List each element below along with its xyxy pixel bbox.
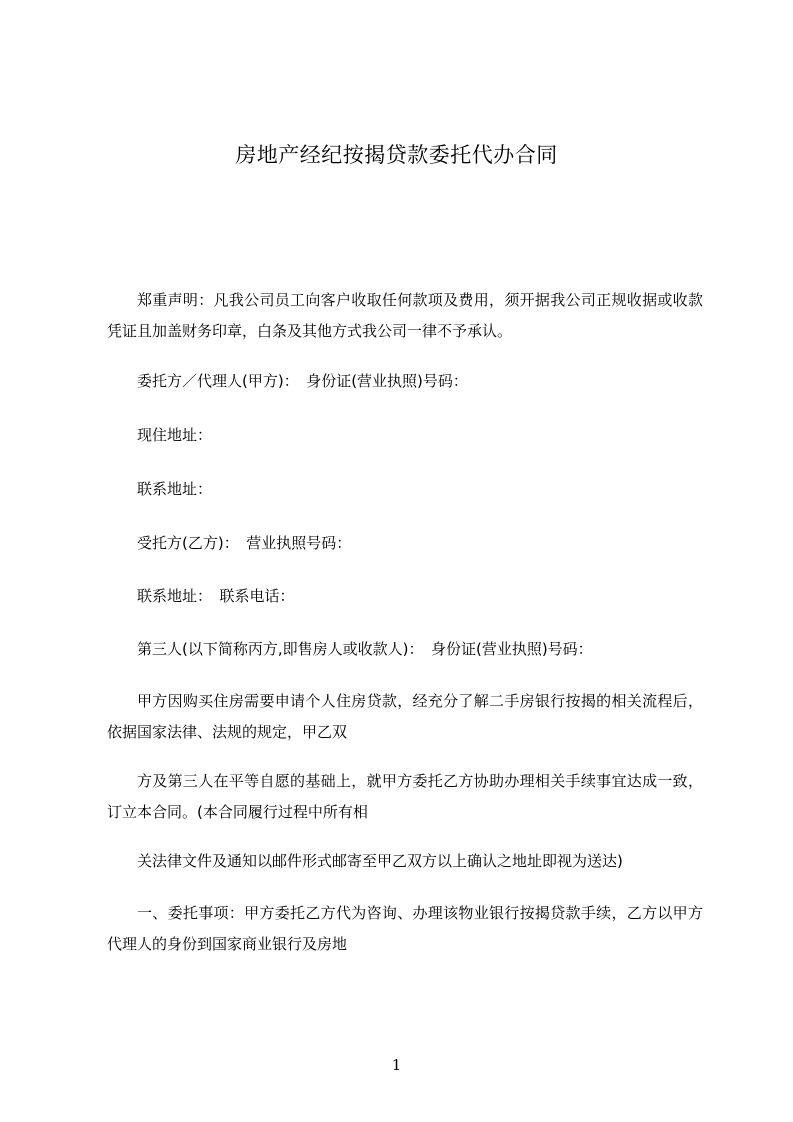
preamble-paragraph-3: 关法律文件及通知以邮件形式邮寄至甲乙双方以上确认之地址即视为送达) [137, 852, 623, 870]
principal-line: 委托方／代理人(甲方)： 身份证(营业执照)号码： [137, 372, 468, 390]
clause-one-paragraph: 一、委托事项：甲方委托乙方代为咨询、办理该物业银行按揭贷款手续，乙方以甲方代理人的身份到国家商业银行及房地 [107, 904, 703, 953]
agent-contact-line: 联系地址： 联系电话： [137, 587, 295, 605]
current-address-line: 现住地址： [137, 426, 213, 444]
document-title: 房地产经纪按揭贷款委托代办合同 [235, 143, 558, 167]
agent-line: 受托方(乙方)： 营业执照号码： [137, 534, 352, 552]
preamble-paragraph-2: 方及第三人在平等自愿的基础上，就甲方委托乙方协助办理相关手续事宜达成一致，订立本合同。(本合同履行过程中所有相 [107, 772, 703, 821]
declaration-paragraph: 郑重声明：凡我公司员工向客户收取任何款项及费用，须开据我公司正规收据或收款凭证且加盖财务印章，白条及其他方式我公司一律不予承认。 [107, 291, 703, 340]
contact-address-line: 联系地址： [137, 480, 213, 498]
third-party-line: 第三人(以下简称丙方,即售房人或收款人)： 身份证(营业执照)号码： [137, 640, 593, 658]
page-number: 1 [391, 1056, 402, 1074]
preamble-paragraph-1: 甲方因购买住房需要申请个人住房贷款，经充分了解二手房银行按揭的相关流程后，依据国家法律、法规的规定，甲乙双 [107, 692, 703, 741]
